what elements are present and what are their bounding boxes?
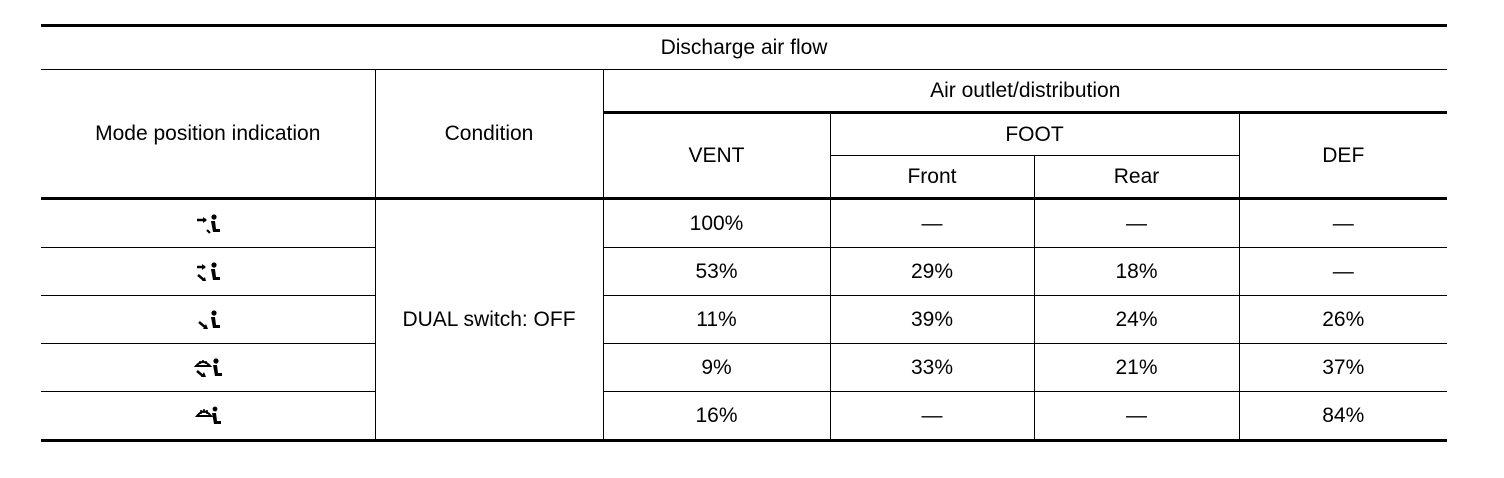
air-outlet-header: Air outlet/distribution xyxy=(603,70,1447,113)
table-row xyxy=(41,248,1447,296)
vent-header: VENT xyxy=(603,113,830,199)
foot-header: FOOT xyxy=(830,113,1239,156)
table-row xyxy=(41,296,1447,344)
vent-value: 16% xyxy=(603,392,830,441)
front-value: — xyxy=(830,199,1034,248)
mode-cell xyxy=(41,344,375,392)
def-header: DEF xyxy=(1239,113,1447,199)
rear-value: — xyxy=(1034,199,1239,248)
rear-value: 21% xyxy=(1034,344,1239,392)
front-value: 39% xyxy=(830,296,1034,344)
front-value: 33% xyxy=(830,344,1034,392)
table-row xyxy=(41,392,1447,441)
vent-value: 11% xyxy=(603,296,830,344)
table-title: Discharge air flow xyxy=(41,26,1447,70)
rear-value: 24% xyxy=(1034,296,1239,344)
def-value: 37% xyxy=(1239,344,1447,392)
condition-header: Condition xyxy=(375,70,603,199)
rear-value: 18% xyxy=(1034,248,1239,296)
mode-cell xyxy=(41,248,375,296)
front-value: — xyxy=(830,392,1034,441)
mode-position-header: Mode position indication xyxy=(41,70,375,199)
vent-value: 9% xyxy=(603,344,830,392)
vent-value: 100% xyxy=(603,199,830,248)
table-row xyxy=(41,199,1447,248)
def-value: 84% xyxy=(1239,392,1447,441)
foot-front-header: Front xyxy=(830,156,1034,199)
def-mode-icon xyxy=(194,404,222,428)
mode-cell xyxy=(41,296,375,344)
def-value: — xyxy=(1239,248,1447,296)
foot-def-mode-icon xyxy=(193,356,223,380)
bi-level-mode-icon xyxy=(194,260,222,284)
discharge-air-flow-table xyxy=(41,24,1447,442)
front-value: 29% xyxy=(830,248,1034,296)
def-value: 26% xyxy=(1239,296,1447,344)
mode-cell xyxy=(41,199,375,248)
table-row xyxy=(41,344,1447,392)
def-value: — xyxy=(1239,199,1447,248)
rear-value: — xyxy=(1034,392,1239,441)
vent-mode-icon xyxy=(194,212,222,236)
condition-cell: DUAL switch: OFF xyxy=(375,199,603,441)
vent-value: 53% xyxy=(603,248,830,296)
foot-rear-header: Rear xyxy=(1034,156,1239,199)
foot-mode-icon xyxy=(194,308,222,332)
mode-cell xyxy=(41,392,375,441)
